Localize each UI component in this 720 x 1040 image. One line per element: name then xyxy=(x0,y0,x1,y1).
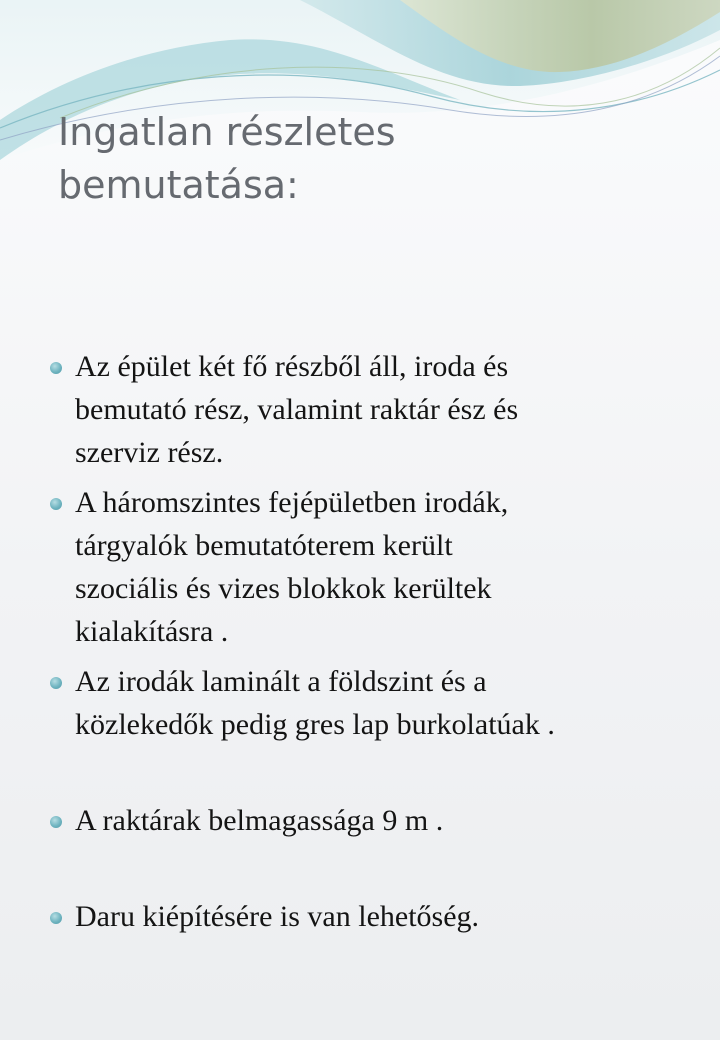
bullet-dot-icon xyxy=(50,912,62,924)
bullet-text-line: tárgyalók bemutatóterem került xyxy=(75,529,453,562)
title-line: bemutatása: xyxy=(58,163,299,207)
title-line: Ingatlan részletes xyxy=(58,110,396,154)
bullet-dot-icon xyxy=(50,677,62,689)
bullet-dot-icon xyxy=(50,816,62,828)
bullet-list xyxy=(50,345,690,938)
bullet-text-line: Az irodák laminált a földszint és a xyxy=(75,665,487,698)
bullet-item xyxy=(50,345,690,474)
bullet-text-line: kialakításra . xyxy=(75,615,229,648)
bullet-text-line: szociális és vizes blokkok kerültek xyxy=(75,572,492,605)
bullet-item xyxy=(50,895,690,938)
bullet-text-line: Daru kiépítésére is van lehetőség. xyxy=(75,900,480,933)
bullet-item xyxy=(50,799,690,842)
bullet-dot-icon xyxy=(50,498,62,510)
bullet-item xyxy=(50,660,690,746)
bullet-text-line: A háromszintes fejépületben irodák, xyxy=(75,486,509,519)
bullet-text-line: szerviz rész. xyxy=(75,436,224,469)
bullet-text-line: A raktárak belmagassága 9 m . xyxy=(75,804,444,837)
bullet-dot-icon xyxy=(50,362,62,374)
slide-title xyxy=(58,106,658,212)
bullet-text-line: bemutató rész, valamint raktár ész és xyxy=(75,393,519,426)
bullet-text-line: Az épület két fő részből áll, iroda és xyxy=(75,350,509,383)
bullet-item xyxy=(50,481,690,653)
bullet-text-line: közlekedők pedig gres lap burkolatúak . xyxy=(75,708,555,741)
